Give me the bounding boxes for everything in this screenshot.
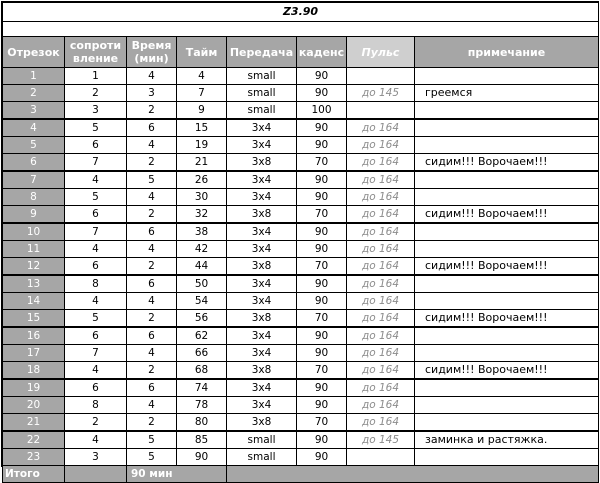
gear-cell[interactable]: 3x4	[227, 293, 297, 310]
pulse-cell[interactable]: до 145	[347, 431, 415, 449]
cadence-cell[interactable]: 70	[297, 206, 347, 224]
cadence-cell[interactable]: 90	[297, 431, 347, 449]
gear-cell[interactable]: 3x4	[227, 189, 297, 206]
gear-cell[interactable]: 3x4	[227, 241, 297, 258]
resistance-cell[interactable]: 6	[65, 379, 127, 397]
resistance-cell[interactable]: 7	[65, 345, 127, 362]
pulse-cell[interactable]: до 164	[347, 154, 415, 172]
table-row	[3, 206, 599, 224]
table-row	[3, 310, 599, 328]
resistance-cell[interactable]: 8	[65, 397, 127, 414]
resistance-cell[interactable]: 7	[65, 223, 127, 241]
segment-cell[interactable]: 2	[3, 85, 65, 102]
table-row	[3, 327, 599, 345]
cadence-cell[interactable]: 90	[297, 241, 347, 258]
gear-cell[interactable]: 3x4	[227, 171, 297, 189]
table-row	[3, 345, 599, 362]
table-row	[3, 379, 599, 397]
header-row	[3, 37, 599, 68]
pulse-cell[interactable]: до 164	[347, 293, 415, 310]
note-cell[interactable]: сидим!!! Ворочаем!!!	[415, 206, 599, 224]
note-cell[interactable]: сидим!!! Ворочаем!!!	[415, 310, 599, 328]
note-cell[interactable]	[415, 379, 599, 397]
note-cell[interactable]	[415, 397, 599, 414]
timer-cell[interactable]: 85	[177, 431, 227, 449]
table-row	[3, 189, 599, 206]
gear-cell[interactable]: small	[227, 102, 297, 120]
workout-sheet	[1, 1, 599, 480]
timer-cell[interactable]: 9	[177, 102, 227, 120]
sheet-title[interactable]: Z3.90	[3, 3, 599, 22]
timer-cell[interactable]: 66	[177, 345, 227, 362]
timer-cell[interactable]: 19	[177, 137, 227, 154]
note-cell[interactable]	[415, 137, 599, 154]
segment-cell[interactable]: 21	[3, 414, 65, 432]
segment-cell[interactable]: 18	[3, 362, 65, 380]
note-cell[interactable]	[415, 102, 599, 120]
gear-cell[interactable]: 3x4	[227, 379, 297, 397]
table-row	[3, 258, 599, 276]
resistance-cell[interactable]: 5	[65, 310, 127, 328]
time-cell[interactable]: 4	[127, 241, 177, 258]
header-segment[interactable]: Отрезок	[3, 37, 65, 68]
segment-cell[interactable]: 9	[3, 206, 65, 224]
time-cell[interactable]: 2	[127, 206, 177, 224]
table-row	[3, 275, 599, 293]
segment-cell[interactable]: 19	[3, 379, 65, 397]
timer-cell[interactable]: 4	[177, 68, 227, 85]
resistance-cell[interactable]: 1	[65, 68, 127, 85]
pulse-cell[interactable]: до 164	[347, 310, 415, 328]
note-cell[interactable]: сидим!!! Ворочаем!!!	[415, 258, 599, 276]
workout-table	[2, 2, 599, 483]
gear-cell[interactable]: 3x4	[227, 119, 297, 137]
table-row	[3, 362, 599, 380]
timer-cell[interactable]: 26	[177, 171, 227, 189]
segment-cell[interactable]: 10	[3, 223, 65, 241]
pulse-cell[interactable]: до 164	[347, 258, 415, 276]
pulse-cell[interactable]: до 164	[347, 137, 415, 154]
timer-cell[interactable]: 15	[177, 119, 227, 137]
resistance-cell[interactable]: 7	[65, 154, 127, 172]
cadence-cell[interactable]: 90	[297, 137, 347, 154]
note-cell[interactable]	[415, 345, 599, 362]
pulse-cell[interactable]: до 164	[347, 189, 415, 206]
footer-empty[interactable]	[65, 466, 127, 483]
header-cadence[interactable]: каденс	[297, 37, 347, 68]
resistance-cell[interactable]: 6	[65, 137, 127, 154]
resistance-cell[interactable]: 5	[65, 189, 127, 206]
table-row	[3, 171, 599, 189]
timer-cell[interactable]: 44	[177, 258, 227, 276]
gear-cell[interactable]: small	[227, 449, 297, 466]
table-row	[3, 102, 599, 120]
header-timer[interactable]: Тайм	[177, 37, 227, 68]
table-row	[3, 85, 599, 102]
time-cell[interactable]: 4	[127, 137, 177, 154]
cadence-cell[interactable]: 90	[297, 85, 347, 102]
pulse-cell[interactable]: до 145	[347, 85, 415, 102]
timer-cell[interactable]: 78	[177, 397, 227, 414]
resistance-cell[interactable]: 4	[65, 431, 127, 449]
gear-cell[interactable]: 3x8	[227, 362, 297, 380]
pulse-cell[interactable]: до 164	[347, 119, 415, 137]
table-row	[3, 68, 599, 85]
timer-cell[interactable]: 21	[177, 154, 227, 172]
cadence-cell[interactable]: 90	[297, 293, 347, 310]
time-cell[interactable]: 2	[127, 102, 177, 120]
pulse-cell[interactable]: до 164	[347, 362, 415, 380]
time-cell[interactable]: 6	[127, 119, 177, 137]
timer-cell[interactable]: 50	[177, 275, 227, 293]
segment-cell[interactable]: 5	[3, 137, 65, 154]
gear-cell[interactable]: 3x8	[227, 414, 297, 432]
cadence-cell[interactable]: 90	[297, 119, 347, 137]
pulse-cell[interactable]: до 164	[347, 379, 415, 397]
resistance-cell[interactable]: 5	[65, 119, 127, 137]
time-cell[interactable]: 6	[127, 379, 177, 397]
cadence-cell[interactable]: 70	[297, 414, 347, 432]
pulse-cell[interactable]	[347, 449, 415, 466]
cadence-cell[interactable]: 70	[297, 154, 347, 172]
resistance-cell[interactable]: 8	[65, 275, 127, 293]
resistance-cell[interactable]: 6	[65, 206, 127, 224]
note-cell[interactable]	[415, 293, 599, 310]
timer-cell[interactable]: 7	[177, 85, 227, 102]
note-cell[interactable]: сидим!!! Ворочаем!!!	[415, 154, 599, 172]
gear-cell[interactable]: 3x8	[227, 310, 297, 328]
table-row	[3, 449, 599, 466]
segment-cell[interactable]: 23	[3, 449, 65, 466]
segment-cell[interactable]: 14	[3, 293, 65, 310]
resistance-cell[interactable]: 3	[65, 449, 127, 466]
segment-cell[interactable]: 20	[3, 397, 65, 414]
note-cell[interactable]	[415, 414, 599, 432]
table-row	[3, 397, 599, 414]
time-cell[interactable]: 4	[127, 345, 177, 362]
time-cell[interactable]: 2	[127, 154, 177, 172]
segment-cell[interactable]: 8	[3, 189, 65, 206]
gear-cell[interactable]: 3x4	[227, 223, 297, 241]
time-cell[interactable]: 4	[127, 68, 177, 85]
pulse-cell[interactable]: до 164	[347, 206, 415, 224]
header-pulse[interactable]: Пульс	[347, 37, 415, 68]
gear-cell[interactable]: 3x4	[227, 345, 297, 362]
cadence-cell[interactable]: 70	[297, 258, 347, 276]
note-cell[interactable]	[415, 327, 599, 345]
gear-cell[interactable]: 3x4	[227, 137, 297, 154]
gear-cell[interactable]: 3x8	[227, 206, 297, 224]
time-cell[interactable]: 5	[127, 171, 177, 189]
footer-total[interactable]: 90 мин	[127, 466, 227, 483]
note-cell[interactable]: заминка и растяжка.	[415, 431, 599, 449]
time-cell[interactable]: 2	[127, 258, 177, 276]
time-cell[interactable]: 2	[127, 362, 177, 380]
pulse-cell[interactable]: до 164	[347, 223, 415, 241]
pulse-cell[interactable]	[347, 68, 415, 85]
time-cell[interactable]: 3	[127, 85, 177, 102]
time-cell[interactable]: 6	[127, 223, 177, 241]
segment-cell[interactable]: 3	[3, 102, 65, 120]
time-cell[interactable]: 5	[127, 449, 177, 466]
table-row	[3, 431, 599, 449]
note-cell[interactable]	[415, 449, 599, 466]
segment-cell[interactable]: 16	[3, 327, 65, 345]
footer-row	[3, 466, 599, 483]
note-cell[interactable]: греемся	[415, 85, 599, 102]
footer-rest[interactable]	[227, 466, 599, 483]
spacer-row[interactable]	[3, 22, 599, 37]
note-cell[interactable]	[415, 241, 599, 258]
pulse-cell[interactable]: до 164	[347, 171, 415, 189]
timer-cell[interactable]: 90	[177, 449, 227, 466]
note-cell[interactable]	[415, 119, 599, 137]
cadence-cell[interactable]: 90	[297, 449, 347, 466]
table-row	[3, 241, 599, 258]
cadence-cell[interactable]: 90	[297, 171, 347, 189]
time-cell[interactable]: 2	[127, 414, 177, 432]
gear-cell[interactable]: small	[227, 68, 297, 85]
note-cell[interactable]	[415, 275, 599, 293]
cadence-cell[interactable]: 70	[297, 362, 347, 380]
segment-cell[interactable]: 1	[3, 68, 65, 85]
gear-cell[interactable]: small	[227, 431, 297, 449]
timer-cell[interactable]: 56	[177, 310, 227, 328]
segment-cell[interactable]: 4	[3, 119, 65, 137]
segment-cell[interactable]: 13	[3, 275, 65, 293]
timer-cell[interactable]: 68	[177, 362, 227, 380]
gear-cell[interactable]: small	[227, 85, 297, 102]
note-cell[interactable]	[415, 223, 599, 241]
timer-cell[interactable]: 32	[177, 206, 227, 224]
cadence-cell[interactable]: 90	[297, 345, 347, 362]
pulse-cell[interactable]	[347, 102, 415, 120]
timer-cell[interactable]: 38	[177, 223, 227, 241]
cadence-cell[interactable]: 90	[297, 189, 347, 206]
gear-cell[interactable]: 3x4	[227, 275, 297, 293]
header-note[interactable]: примечание	[415, 37, 599, 68]
time-cell[interactable]: 2	[127, 310, 177, 328]
note-cell[interactable]	[415, 171, 599, 189]
header-gear[interactable]: Передача	[227, 37, 297, 68]
cadence-cell[interactable]: 90	[297, 223, 347, 241]
footer-label[interactable]: Итого	[3, 466, 65, 483]
segment-cell[interactable]: 7	[3, 171, 65, 189]
segment-cell[interactable]: 17	[3, 345, 65, 362]
segment-cell[interactable]: 11	[3, 241, 65, 258]
timer-cell[interactable]: 74	[177, 379, 227, 397]
pulse-cell[interactable]: до 164	[347, 397, 415, 414]
resistance-cell[interactable]: 6	[65, 258, 127, 276]
table-row	[3, 119, 599, 137]
time-cell[interactable]: 6	[127, 275, 177, 293]
resistance-cell[interactable]: 4	[65, 241, 127, 258]
resistance-cell[interactable]: 2	[65, 414, 127, 432]
segment-cell[interactable]: 22	[3, 431, 65, 449]
table-row	[3, 223, 599, 241]
timer-cell[interactable]: 30	[177, 189, 227, 206]
timer-cell[interactable]: 54	[177, 293, 227, 310]
resistance-cell[interactable]: 2	[65, 85, 127, 102]
cadence-cell[interactable]: 90	[297, 68, 347, 85]
gear-cell[interactable]: 3x8	[227, 154, 297, 172]
segment-cell[interactable]: 12	[3, 258, 65, 276]
pulse-cell[interactable]: до 164	[347, 345, 415, 362]
gear-cell[interactable]: 3x4	[227, 327, 297, 345]
timer-cell[interactable]: 62	[177, 327, 227, 345]
time-cell[interactable]: 4	[127, 293, 177, 310]
cadence-cell[interactable]: 90	[297, 275, 347, 293]
cadence-cell[interactable]: 100	[297, 102, 347, 120]
table-row	[3, 154, 599, 172]
resistance-cell[interactable]: 4	[65, 293, 127, 310]
table-row	[3, 293, 599, 310]
resistance-cell[interactable]: 4	[65, 171, 127, 189]
cadence-cell[interactable]: 90	[297, 397, 347, 414]
resistance-cell[interactable]: 6	[65, 327, 127, 345]
gear-cell[interactable]: 3x8	[227, 258, 297, 276]
pulse-cell[interactable]: до 164	[347, 414, 415, 432]
timer-cell[interactable]: 42	[177, 241, 227, 258]
resistance-cell[interactable]: 3	[65, 102, 127, 120]
table-row	[3, 137, 599, 154]
gear-cell[interactable]: 3x4	[227, 397, 297, 414]
cadence-cell[interactable]: 90	[297, 379, 347, 397]
time-cell[interactable]: 5	[127, 431, 177, 449]
segment-cell[interactable]: 6	[3, 154, 65, 172]
resistance-cell[interactable]: 4	[65, 362, 127, 380]
time-cell[interactable]: 4	[127, 397, 177, 414]
pulse-cell[interactable]: до 164	[347, 327, 415, 345]
timer-cell[interactable]: 80	[177, 414, 227, 432]
time-cell[interactable]: 4	[127, 189, 177, 206]
segment-cell[interactable]: 15	[3, 310, 65, 328]
pulse-cell[interactable]: до 164	[347, 275, 415, 293]
note-cell[interactable]	[415, 68, 599, 85]
table-row	[3, 414, 599, 432]
note-cell[interactable]: сидим!!! Ворочаем!!!	[415, 362, 599, 380]
time-cell[interactable]: 6	[127, 327, 177, 345]
cadence-cell[interactable]: 70	[297, 310, 347, 328]
note-cell[interactable]	[415, 189, 599, 206]
cadence-cell[interactable]: 90	[297, 327, 347, 345]
pulse-cell[interactable]: до 164	[347, 241, 415, 258]
header-resistance[interactable]: сопроти вление	[65, 37, 127, 68]
header-time[interactable]: Время (мин)	[127, 37, 177, 68]
